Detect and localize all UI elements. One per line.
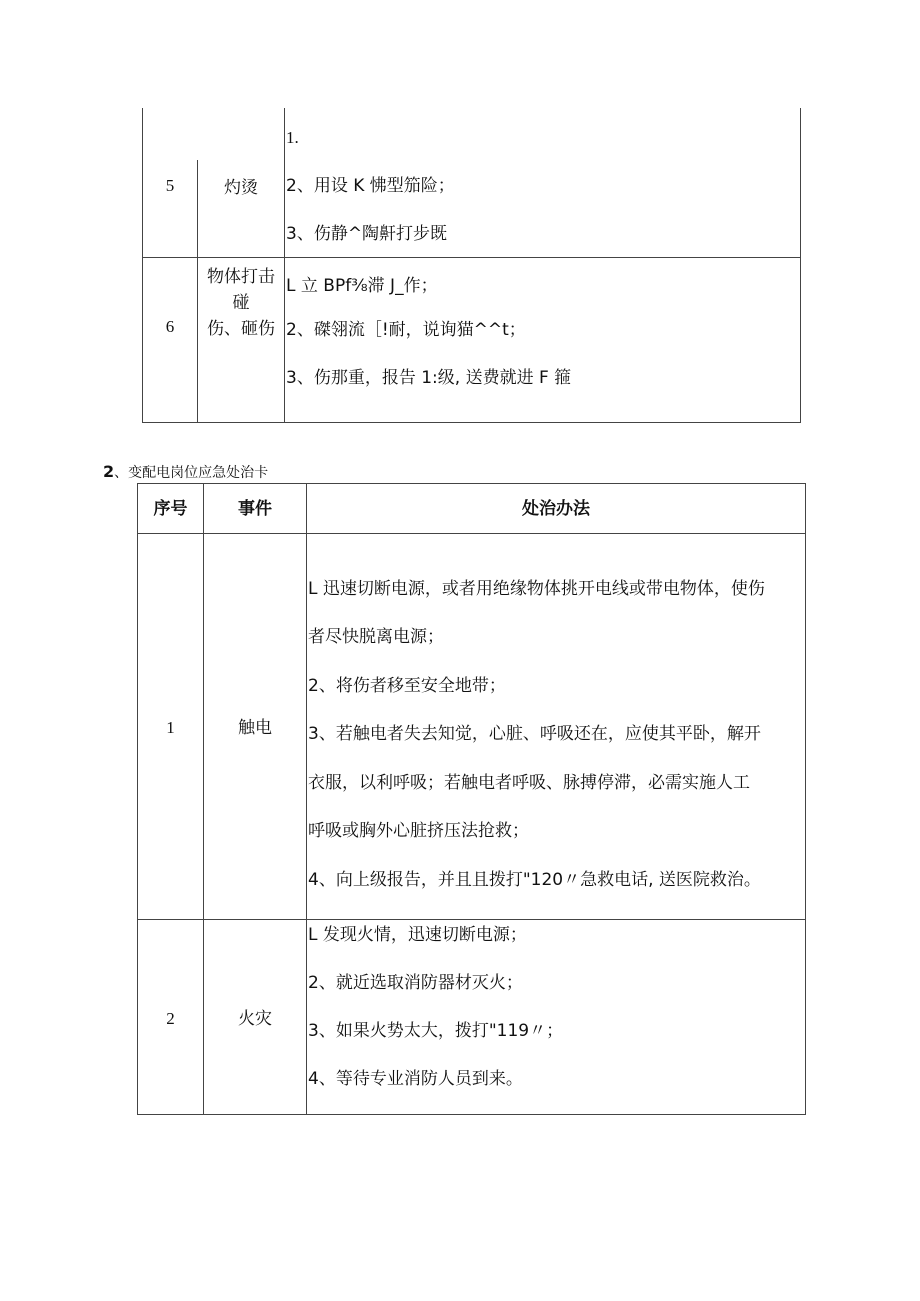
table2-col-divider-2 (306, 483, 307, 1115)
section-heading (103, 462, 268, 483)
table1-right-border (800, 108, 801, 423)
table2-bottom-border (137, 1114, 806, 1115)
table2-row1-measure-4: 3、若触电者失去知觉，心脏、呼吸还在，应使其平卧，解开 (308, 724, 761, 744)
table1-row5-measure-2: 2、用设 K 怫型笳险； (286, 176, 455, 196)
table2-row2-seq: 2 (166, 1009, 175, 1028)
table1-row6-measure-3: 3、伤那重，报告 1:级, 送费就进 F 箍 (286, 368, 572, 388)
table2-row2-measure-3: 3、如果火势太大，拨打"119〃； (308, 1021, 564, 1041)
table2-row1-measure-5: 衣服，以利呼吸；若触电者呼吸、脉搏停滞，必需实施人工 (308, 773, 750, 793)
table2-header-divider (137, 533, 806, 534)
table1-row6-event-line-3: 伤、砸伤 (207, 319, 275, 339)
table2-row1-event: 触电 (238, 718, 272, 738)
table2-row1-measure-1: L 迅速切断电源，或者用绝缘物体挑开电线或带电物体，使伤 (308, 579, 765, 599)
table2-top-border (137, 483, 806, 484)
table1-row5-measure-3: 3、伤静^陶鼾打步既 (286, 224, 448, 244)
table1-row6-event-line-1: 物体打击 (207, 267, 275, 287)
table1-row5-seq: 5 (165, 176, 175, 195)
table1-row6-event-line-2: 碰 (232, 293, 250, 313)
table2-row1-measure-6: 呼吸或胸外心脏挤压法抢救； (308, 821, 529, 841)
table1-row6-seq: 6 (165, 317, 175, 336)
table1-col-divider-2 (284, 108, 285, 423)
table2-row2-measure-2: 2、就近选取消防器材灭火； (308, 973, 523, 993)
table2-row2-measure-1: L 发现火情，迅速切断电源； (308, 925, 527, 945)
table2-row-divider (137, 919, 806, 920)
table2-header-seq: 序号 (153, 499, 188, 519)
table2-row1-measure-3: 2、将伤者移至安全地带； (308, 676, 506, 696)
table1-col-divider-1 (197, 160, 198, 423)
table2-row1-seq: 1 (166, 718, 175, 737)
table2-header-measures: 处治办法 (522, 499, 590, 519)
table1-row6-measure-2: 2、磔翎流［!耐，说询猫^^t； (286, 320, 526, 340)
section-title: 、变配电岗位应急处治卡 (114, 465, 269, 481)
section-number: 2 (103, 462, 115, 481)
table2-row1-measure-2: 者尽快脱离电源； (308, 627, 444, 647)
table1-row-divider (142, 257, 801, 258)
table1-row5-measure-1: 1. (286, 128, 299, 147)
table2-right-border (805, 483, 806, 1115)
table1-row5-event: 灼烫 (224, 178, 258, 198)
table1-left-border (142, 108, 143, 423)
table1-bottom-border (142, 422, 801, 423)
table2-row2-event: 火灾 (238, 1009, 272, 1029)
table2-row1-measure-7: 4、向上级报告，并且且拨打"120〃急救电话, 送医院救治。 (308, 870, 761, 890)
table1-row6-measure-1: L 立 BPf⅜滞 J_作； (286, 276, 438, 296)
table2-row2-measure-4: 4、等待专业消防人员到来。 (308, 1069, 523, 1089)
table2-header-event: 事件 (238, 499, 272, 519)
